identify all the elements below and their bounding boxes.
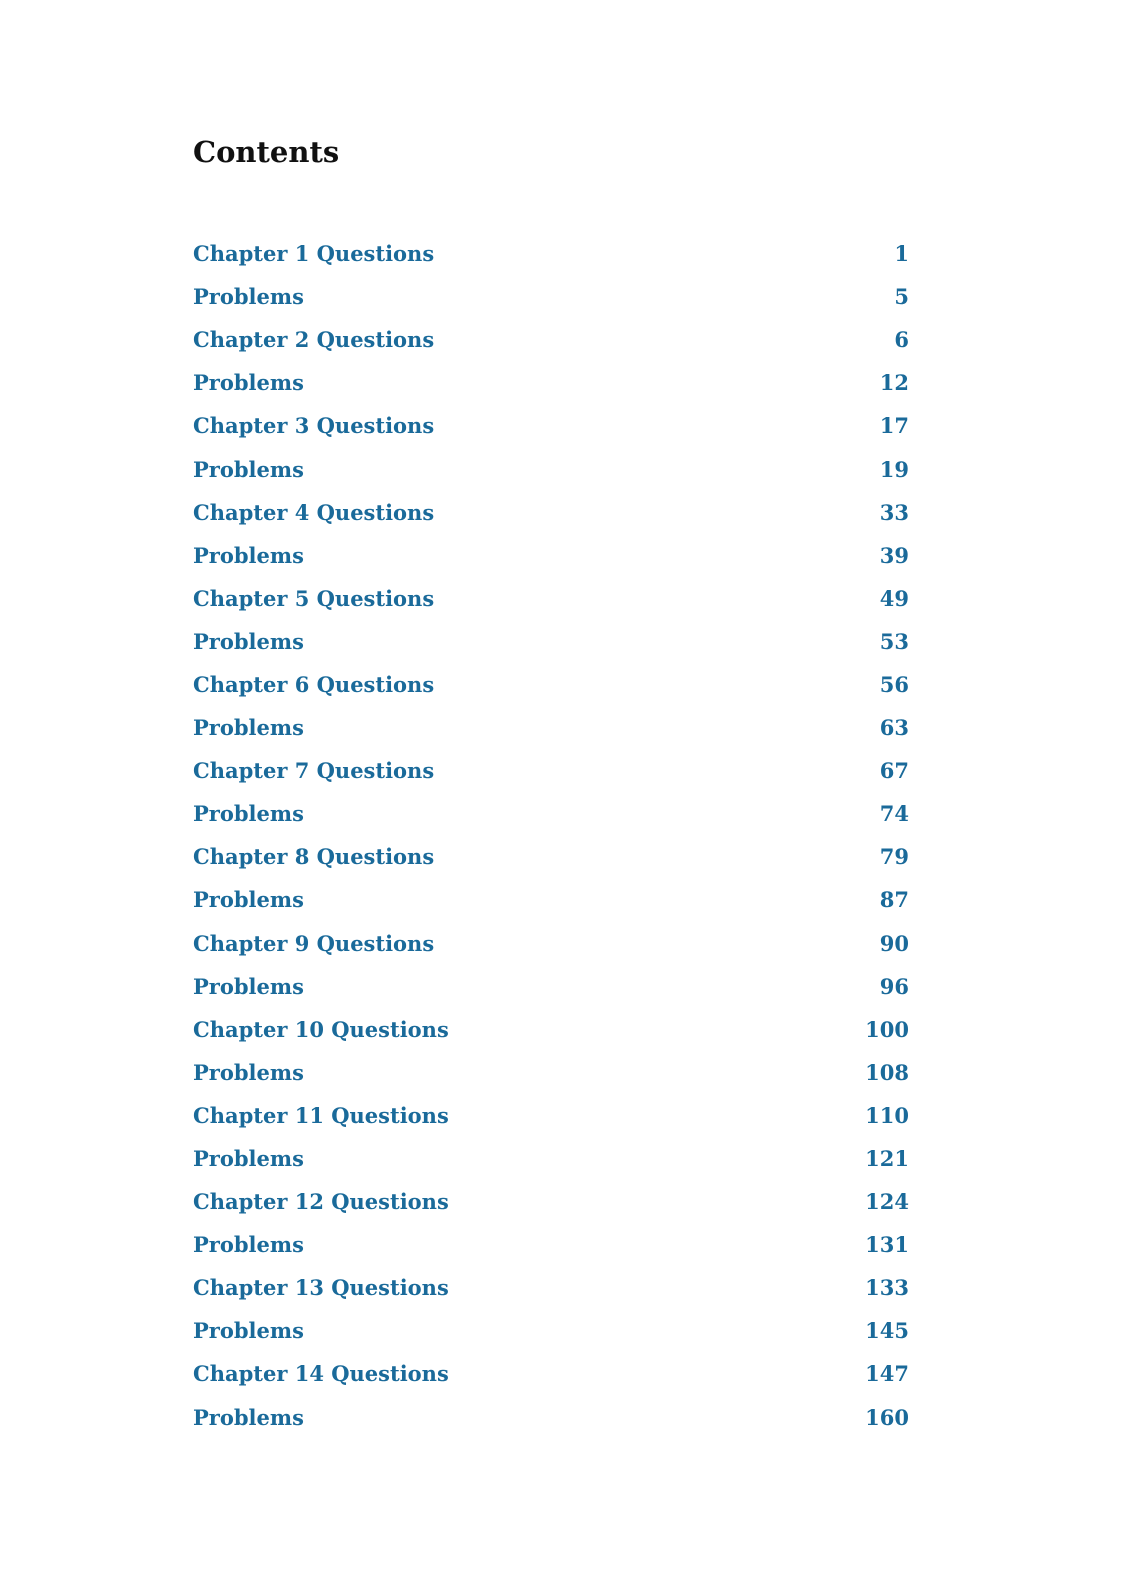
toc-entry-label: Problems <box>193 628 304 654</box>
toc-entry[interactable] <box>193 792 909 835</box>
toc-entry[interactable] <box>193 878 909 921</box>
toc-entry-label: Problems <box>193 1146 304 1172</box>
toc-entry-page: 53 <box>879 628 909 654</box>
toc-entry-label: Problems <box>193 973 304 999</box>
toc-entry-label: Problems <box>193 370 304 396</box>
toc-entry-label: Chapter 10 Questions <box>193 1016 449 1042</box>
toc-entry-label: Problems <box>193 1404 304 1430</box>
toc-entry[interactable] <box>193 1309 909 1352</box>
toc-entry-page: 56 <box>879 671 909 697</box>
toc-entry[interactable] <box>193 275 909 318</box>
table-of-contents <box>193 232 909 1439</box>
toc-entry[interactable] <box>193 1223 909 1266</box>
toc-entry[interactable] <box>193 620 909 663</box>
toc-entry-label: Chapter 8 Questions <box>193 844 435 870</box>
toc-entry-label: Chapter 5 Questions <box>193 585 435 611</box>
toc-entry-page: 67 <box>879 758 909 784</box>
toc-entry-page: 160 <box>865 1404 909 1430</box>
toc-entry-label: Chapter 12 Questions <box>193 1189 449 1215</box>
toc-entry-label: Problems <box>193 284 304 310</box>
toc-entry-page: 1 <box>894 241 909 267</box>
toc-entry-label: Problems <box>193 1232 304 1258</box>
toc-entry-label: Problems <box>193 1318 304 1344</box>
toc-entry[interactable] <box>193 965 909 1008</box>
toc-entry-page: 5 <box>894 284 909 310</box>
toc-entry[interactable] <box>193 361 909 404</box>
toc-entry-page: 19 <box>879 456 909 482</box>
toc-entry[interactable] <box>193 318 909 361</box>
toc-entry[interactable] <box>193 232 909 275</box>
toc-entry[interactable] <box>193 577 909 620</box>
toc-entry-page: 96 <box>879 973 909 999</box>
toc-entry[interactable] <box>193 706 909 749</box>
toc-entry[interactable] <box>193 1051 909 1094</box>
toc-entry[interactable] <box>193 1180 909 1223</box>
toc-entry-label: Chapter 2 Questions <box>193 327 435 353</box>
toc-entry-label: Problems <box>193 887 304 913</box>
toc-entry[interactable] <box>193 491 909 534</box>
toc-entry-label: Chapter 4 Questions <box>193 499 435 525</box>
toc-entry-label: Chapter 11 Questions <box>193 1102 449 1128</box>
toc-entry-label: Chapter 9 Questions <box>193 930 435 956</box>
toc-entry-page: 121 <box>865 1146 909 1172</box>
toc-entry-page: 49 <box>879 585 909 611</box>
toc-entry-page: 147 <box>865 1361 909 1387</box>
toc-entry[interactable] <box>193 1094 909 1137</box>
toc-entry[interactable] <box>193 1266 909 1309</box>
toc-entry-label: Chapter 3 Questions <box>193 413 435 439</box>
page-title: Contents <box>193 135 340 169</box>
toc-entry[interactable] <box>193 835 909 878</box>
toc-entry[interactable] <box>193 1008 909 1051</box>
toc-entry-page: 17 <box>879 413 909 439</box>
toc-entry-label: Chapter 13 Questions <box>193 1275 449 1301</box>
toc-entry-label: Problems <box>193 542 304 568</box>
toc-entry-page: 133 <box>865 1275 909 1301</box>
toc-entry-page: 87 <box>879 887 909 913</box>
toc-entry[interactable] <box>193 404 909 447</box>
toc-entry-page: 63 <box>879 715 909 741</box>
toc-entry-label: Problems <box>193 1059 304 1085</box>
toc-entry-label: Problems <box>193 801 304 827</box>
toc-entry[interactable] <box>193 534 909 577</box>
toc-entry[interactable] <box>193 1137 909 1180</box>
toc-entry-page: 39 <box>879 542 909 568</box>
toc-entry[interactable] <box>193 922 909 965</box>
toc-entry[interactable] <box>193 663 909 706</box>
toc-entry-page: 74 <box>879 801 909 827</box>
toc-entry-page: 90 <box>879 930 909 956</box>
toc-entry-page: 131 <box>865 1232 909 1258</box>
toc-entry-label: Chapter 1 Questions <box>193 241 435 267</box>
toc-entry-label: Chapter 14 Questions <box>193 1361 449 1387</box>
toc-entry-label: Chapter 6 Questions <box>193 671 435 697</box>
toc-entry-page: 79 <box>879 844 909 870</box>
toc-entry[interactable] <box>193 1396 909 1439</box>
toc-entry-page: 33 <box>879 499 909 525</box>
toc-entry-page: 6 <box>894 327 909 353</box>
toc-entry-page: 108 <box>865 1059 909 1085</box>
toc-entry[interactable] <box>193 1352 909 1395</box>
toc-entry-label: Chapter 7 Questions <box>193 758 435 784</box>
toc-entry[interactable] <box>193 447 909 490</box>
toc-entry[interactable] <box>193 749 909 792</box>
toc-entry-page: 12 <box>879 370 909 396</box>
toc-entry-page: 145 <box>865 1318 909 1344</box>
toc-entry-label: Problems <box>193 456 304 482</box>
toc-entry-page: 124 <box>865 1189 909 1215</box>
toc-entry-page: 100 <box>865 1016 909 1042</box>
toc-entry-label: Problems <box>193 715 304 741</box>
toc-entry-page: 110 <box>865 1102 909 1128</box>
